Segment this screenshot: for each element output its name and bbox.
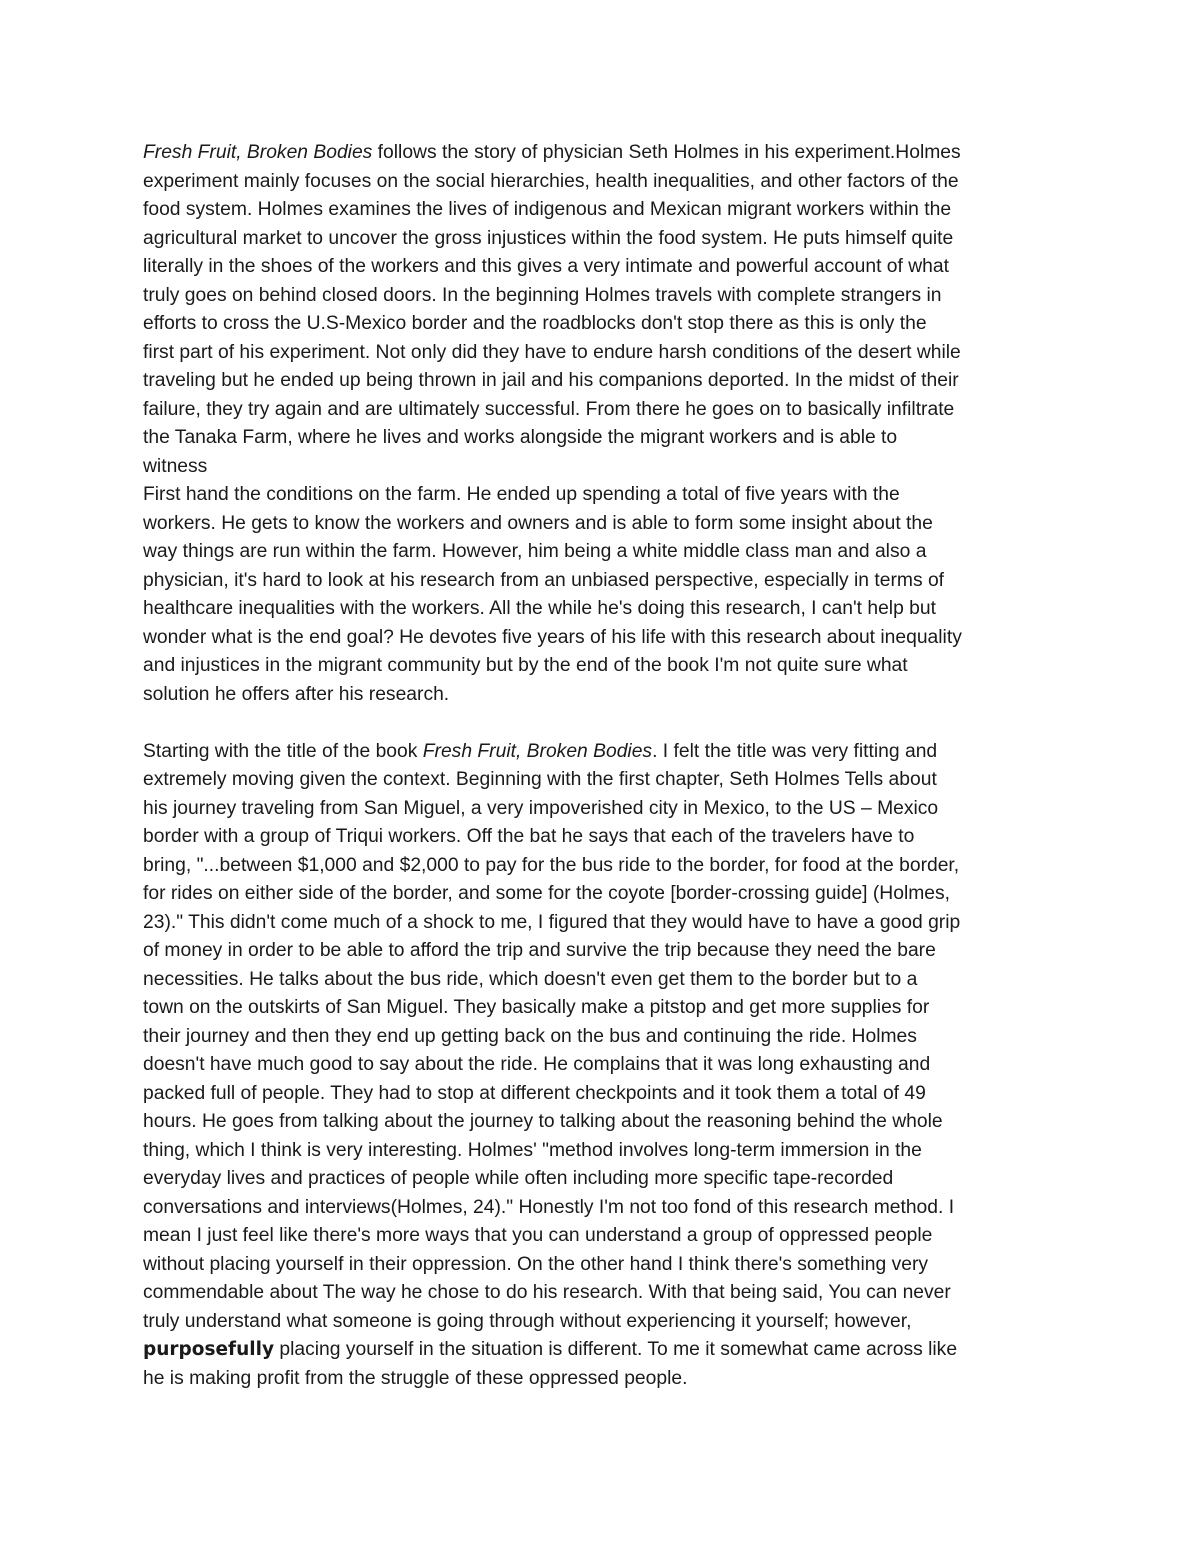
paragraph2-line-19: without placing yourself in their oppression. On the other hand I think there's something very — [143, 1253, 929, 1275]
paragraph1-line-18: wonder what is the end goal? He devotes five years of his life with this research about inequality — [143, 626, 962, 648]
paragraph2-line-14: hours. He goes from talking about the journey to talking about the reasoning behind the whole — [143, 1111, 943, 1132]
paragraph2-line-23: he is making profit from the struggle of these oppressed people. — [143, 1367, 688, 1389]
paragraph1-line-15: way things are run within the farm. However, him being a white middle class man and also a — [143, 541, 927, 562]
paragraph2-line-20: commendable about The way he chose to do his research. With that being said, You can never — [143, 1282, 951, 1303]
paragraph1-line-16: physician, it's hard to look at his research from an unbiased perspective, especially in terms of — [143, 569, 945, 591]
paragraph1-line-11: the Tanaka Farm, where he lives and works alongside the migrant workers and is able to — [143, 427, 898, 448]
paragraph2-line-18: mean I just feel like there's more ways that you can understand a group of oppressed people — [143, 1225, 933, 1246]
paragraph1-line-13: First hand the conditions on the farm. He ended up spending a total of five years with the — [143, 484, 900, 505]
paragraph1-line-17: healthcare inequalities with the workers. All the while he's doing this research, I can't help but — [143, 598, 936, 619]
paragraph2-line-16: everyday lives and practices of people while often including more specific tape-recorded — [143, 1168, 894, 1189]
bold-word: purposefully — [143, 1339, 275, 1360]
paragraph1-line-6: truly goes on behind closed doors. In the beginning Holmes travels with complete strangers in — [143, 284, 942, 306]
paragraph2-line-15: thing, which I think is very interesting. Holmes' "method involves long-term immersion in the — [143, 1139, 922, 1161]
paragraph1-line-1: Fresh Fruit, Broken Bodies follows the story of physician Seth Holmes in his experiment.Holmes — [143, 142, 961, 163]
book-title-italic: Fresh Fruit, Broken Bodies — [143, 142, 373, 163]
paragraph2-line-17: conversations and interviews(Holmes, 24)." Honestly I'm not too fond of this research method. I — [143, 1196, 955, 1218]
paragraph2-line-7: 23)." This didn't come much of a shock to me, I figured that they would have to have a good grip — [143, 911, 961, 933]
paragraph1-line-7: efforts to cross the U.S-Mexico border and the roadblocks don't stop there as this is only the — [143, 313, 927, 334]
paragraph1-line-20: solution he offers after his research. — [143, 683, 450, 705]
paragraph1-line-2: experiment mainly focuses on the social hierarchies, health inequalities, and other factors of the — [143, 170, 959, 192]
paragraph1-line-10: failure, they try again and are ultimately successful. From there he goes on to basically infiltrate — [143, 398, 955, 420]
paragraph2-line-10: town on the outskirts of San Miguel. They basically make a pitstop and get more supplies for — [143, 997, 930, 1018]
paragraph1-line-12: witness — [143, 455, 208, 477]
paragraph1-line-8: first part of his experiment. Not only did they have to endure harsh conditions of the desert while — [143, 341, 961, 363]
document-body — [143, 139, 1068, 1393]
paragraph1-line-14: workers. He gets to know the workers and owners and is able to form some insight about the — [143, 512, 933, 534]
paragraph2-line-21: truly understand what someone is going through without experiencing it yourself; however, — [143, 1310, 912, 1332]
paragraph2-line-4: border with a group of Triqui workers. Off the bat he says that each of the travelers have to — [143, 826, 915, 847]
paragraph2-line-3: his journey traveling from San Miguel, a very impoverished city in Mexico, to the US – Mexico — [143, 797, 939, 819]
paragraph2-line-12: doesn't have much good to say about the ride. He complains that it was long exhausting and — [143, 1054, 931, 1075]
paragraph1-line-9: traveling but he ended up being thrown in jail and his companions deported. In the midst of their — [143, 370, 959, 391]
paragraph2-line-9: necessities. He talks about the bus ride, which doesn't even get them to the border but to a — [143, 968, 918, 990]
paragraph2-line-22: purposefully placing yourself in the situation is different. To me it somewhat came across like — [143, 1339, 958, 1360]
paragraph-spacer — [143, 709, 1068, 738]
paragraph2-line-6: for rides on either side of the border, and some for the coyote [border-crossing guide] (Holmes, — [143, 883, 951, 904]
paragraph1-line-5: literally in the shoes of the workers and this gives a very intimate and powerful account of what — [143, 256, 949, 277]
book-title-italic: Fresh Fruit, Broken Bodies — [422, 740, 653, 762]
paragraph2-line-11: their journey and then they end up getting back on the bus and continuing the ride. Holmes — [143, 1025, 917, 1047]
paragraph2-line-5: bring, "...between $1,000 and $2,000 to pay for the bus ride to the border, for food at the border, — [143, 854, 960, 876]
paragraph1-line-4: agricultural market to uncover the gross injustices within the food system. He puts himself quite — [143, 227, 954, 249]
paragraph2-line-8: of money in order to be able to afford the trip and survive the trip because they need the bare — [143, 940, 936, 961]
paragraph2-line-2: extremely moving given the context. Beginning with the first chapter, Seth Holmes Tells about — [143, 769, 937, 790]
paragraph1-line-19: and injustices in the migrant community but by the end of the book I'm not quite sure what — [143, 655, 908, 676]
paragraph2-line-13: packed full of people. They had to stop at different checkpoints and it took them a total of 49 — [143, 1082, 926, 1104]
paragraph2-line-1: Starting with the title of the book Fresh Fruit, Broken Bodies. I felt the title was very fitting and — [143, 740, 938, 762]
paragraph1-line-3: food system. Holmes examines the lives of indigenous and Mexican migrant workers within the — [143, 199, 952, 220]
